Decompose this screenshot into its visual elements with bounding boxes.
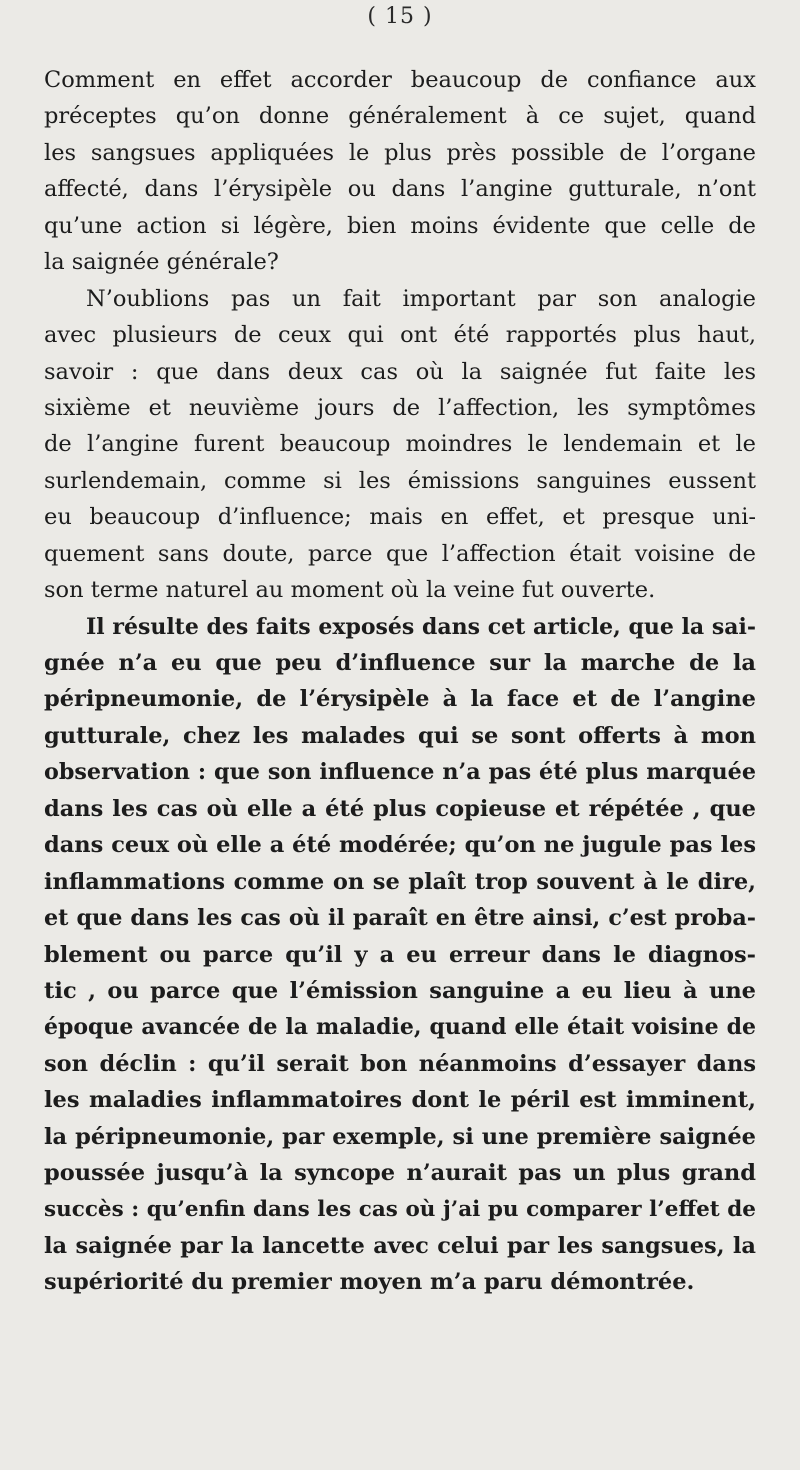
text-line: supériorité du premier moyen m’a paru démontrée. (44, 1269, 695, 1296)
text-line: poussée jusqu’à la syncope n’aurait pas un plus grand (44, 1160, 756, 1187)
text-line: observation : que son influence n’a pas été plus marquée (44, 759, 756, 786)
text-line: quement sans doute, parce que l’affection était voisine de (44, 540, 756, 567)
text-line: les maladies inflammatoires dont le péril est imminent, (44, 1087, 756, 1114)
page-number: ( 15 ) (367, 4, 433, 29)
text-line: sixième et neuvième jours de l’affection, les symptômes (44, 394, 756, 421)
text-line: savoir : que dans deux cas où la saignée fut faite les (44, 358, 756, 385)
text-line: dans ceux où elle a été modérée; qu’on ne jugule pas les (44, 832, 756, 859)
text-line: de l’angine furent beaucoup moindres le lendemain et le (44, 431, 756, 458)
text-line: N’oublions pas un fait important par son analogie (86, 285, 756, 312)
text-line: avec plusieurs de ceux qui ont été rapportés plus haut, (44, 322, 756, 349)
body-text (44, 62, 756, 1301)
text-line: eu beaucoup d’influence; mais en effet, et presque uni- (44, 504, 756, 531)
text-line: la péripneumonie, par exemple, si une première saignée (44, 1123, 756, 1150)
text-line: les sangsues appliquées le plus près possible de l’organe (44, 139, 756, 166)
text-line: la saignée par la lancette avec celui par les sangsues, la (44, 1233, 756, 1259)
text-line: son terme naturel au moment où la veine fut ouverte. (44, 577, 656, 604)
text-line: surlendemain, comme si les émissions sanguines eussent (44, 467, 756, 494)
text-line: gutturale, chez les malades qui se sont offerts à mon (44, 722, 756, 749)
text-line: affecté, dans l’érysipèle ou dans l’angine gutturale, n’ont (44, 176, 756, 203)
text-line: préceptes qu’on donne généralement à ce sujet, quand (44, 103, 756, 130)
text-line: Il résulte des faits exposés dans cet article, que la sai- (86, 613, 756, 640)
text-line: dans les cas où elle a été plus copieuse et répétée , que (44, 795, 756, 822)
text-line: qu’une action si légère, bien moins évidente que celle de (44, 212, 756, 239)
text-line: époque avancée de la maladie, quand elle était voisine de (44, 1014, 756, 1041)
text-line: inflammations comme on se plaît trop souvent à le dire, (44, 868, 756, 895)
text-line: péripneumonie, de l’érysipèle à la face et de l’angine (44, 686, 756, 713)
text-line: gnée n’a eu que peu d’influence sur la marche de la (44, 650, 756, 676)
text-line: et que dans les cas où il paraît en être ainsi, c’est proba- (44, 905, 756, 932)
text-line: Comment en effet accorder beaucoup de confiance aux (44, 67, 756, 93)
text-line: la saignée générale? (44, 249, 279, 276)
text-line: succès : qu’enfin dans les cas où j’ai pu comparer l’effet de (44, 1196, 756, 1222)
text-line: tic , ou parce que l’émission sanguine a eu lieu à une (44, 977, 756, 1004)
text-line: son déclin : qu’il serait bon néanmoins d’essayer dans (44, 1050, 756, 1077)
text-line: blement ou parce qu’il y a eu erreur dans le diagnos- (44, 941, 756, 968)
